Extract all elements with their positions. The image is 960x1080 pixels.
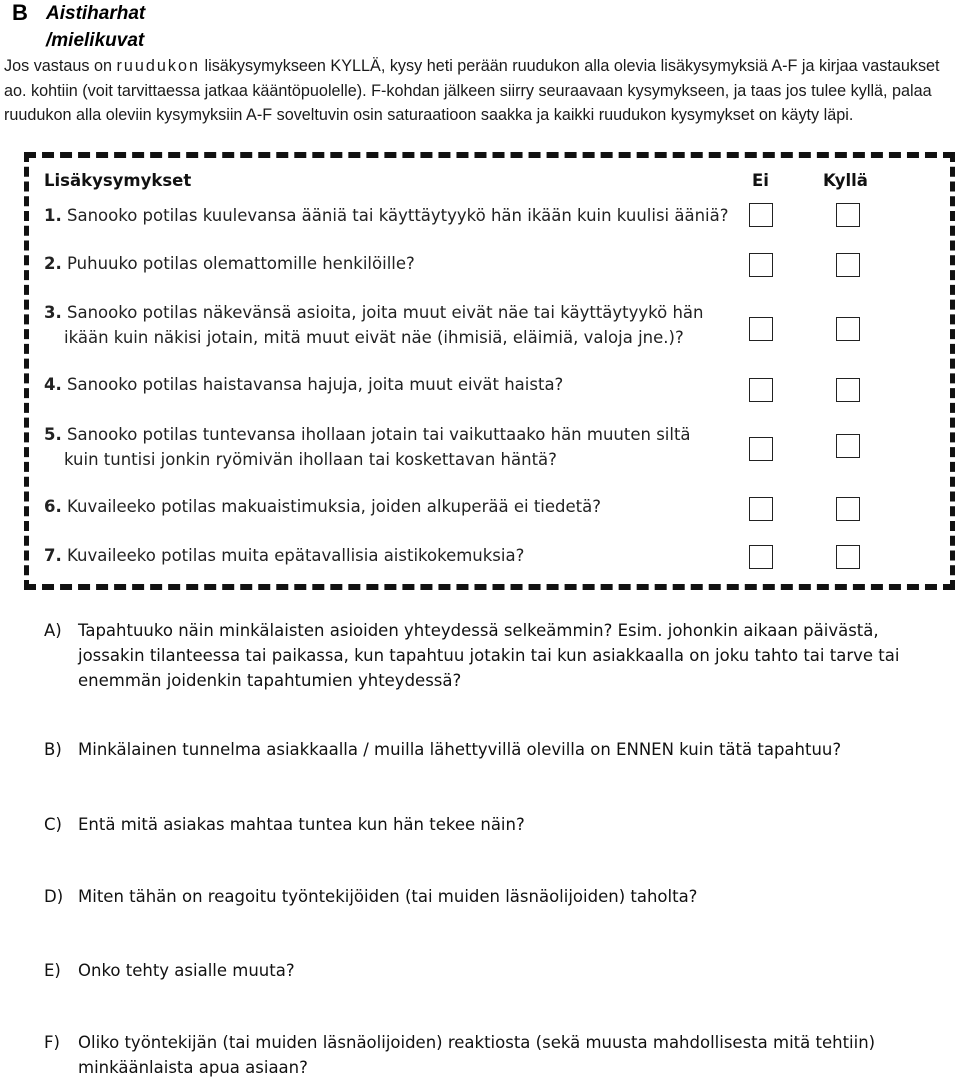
checkbox-ei[interactable] — [749, 253, 773, 277]
checkbox-kylla[interactable] — [836, 545, 860, 569]
question-number: 2. — [44, 254, 62, 273]
followup-question — [44, 1030, 944, 1080]
question-number: 4. — [44, 375, 62, 394]
followup-letter: E) — [44, 961, 61, 980]
followup-question — [44, 958, 944, 983]
checkbox-kylla[interactable] — [836, 497, 860, 521]
checkbox-ei[interactable] — [749, 378, 773, 402]
followup-text: Entä mitä asiakas mahtaa tuntea kun hän tekee näin? — [78, 815, 525, 834]
question-number: 3. — [44, 303, 62, 322]
checkbox-ei[interactable] — [749, 545, 773, 569]
followup-letter: B) — [44, 740, 62, 759]
followup-text: Oliko työntekijän (tai muiden läsnäolijoiden) reaktiosta (sekä muusta mahdollisesta mitä tehtiin) — [78, 1033, 876, 1052]
question-text: Sanooko potilas kuulevansa ääniä tai käyttäytyykö hän ikään kuin kuulisi ääniä? — [67, 206, 729, 225]
question-text: Sanooko potilas tuntevansa ihollaan jotain tai vaikuttaako hän muuten siltä — [67, 425, 691, 444]
followup-question — [44, 737, 944, 762]
checkbox-ei[interactable] — [749, 317, 773, 341]
question-text: Sanooko potilas näkevänsä asioita, joita muut eivät näe tai käyttäytyykö hän — [67, 303, 704, 322]
question-number: 5. — [44, 425, 62, 444]
question-number: 6. — [44, 497, 62, 516]
checkbox-kylla[interactable] — [836, 434, 860, 458]
checkbox-kylla[interactable] — [836, 203, 860, 227]
question-text: Sanooko potilas haistavansa hajuja, joita muut eivät haista? — [67, 375, 564, 394]
checkbox-kylla[interactable] — [836, 317, 860, 341]
checkbox-ei[interactable] — [749, 203, 773, 227]
followup-letter: C) — [44, 815, 62, 834]
followup-question — [44, 812, 944, 837]
section-title: Aistiharhat — [46, 3, 146, 24]
question-row — [44, 422, 691, 472]
followup-text: Tapahtuuko näin minkälaisten asioiden yhteydessä selkeämmin? Esim. johonkin aikaan päivästä, — [78, 621, 879, 640]
checkbox-kylla[interactable] — [836, 253, 860, 277]
question-row — [44, 372, 563, 397]
question-row — [44, 203, 729, 228]
followup-letter: F) — [44, 1033, 60, 1052]
question-row — [44, 300, 704, 350]
checkbox-kylla[interactable] — [836, 378, 860, 402]
question-row — [44, 251, 415, 276]
section-subtitle: /mielikuvat — [46, 30, 145, 51]
question-number: 7. — [44, 546, 62, 565]
question-number: 1. — [44, 206, 62, 225]
instructions-part2: lisäkysymykseen KYLLÄ, kysy heti perään ruudukon alla olevia lisäkysymyksiä A-F ja kirjaa vastaukset ao. kohtiin (voit tarvittaessa jatkaa kääntöpuolelle). F-kohdan jälkeen siirry seuraavaan kysymykseen, ja taas jos tulee kyllä, palaa ruudukon alla oleviin kysymyksiin A-F soveltuvin osin saturaatioon saakka ja kaikki ruudukon kysymykset on käyty läpi. — [4, 57, 940, 124]
followup-question — [44, 884, 944, 909]
followup-text: Miten tähän on reagoitu työntekijöiden (tai muiden läsnäolijoiden) taholta? — [78, 887, 698, 906]
question-text: Kuvaileeko potilas muita epätavallisia aistikokemuksia? — [67, 546, 525, 565]
grid-header-label: Lisäkysymykset — [44, 171, 192, 190]
question-text: Kuvaileeko potilas makuaistimuksia, joiden alkuperää ei tiedetä? — [67, 497, 601, 516]
column-header-ei: Ei — [752, 171, 769, 190]
checkbox-ei[interactable] — [749, 437, 773, 461]
followup-question — [44, 618, 944, 693]
question-text: Puhuuko potilas olemattomille henkilöille? — [67, 254, 415, 273]
question-text-continued: ikään kuin näkisi jotain, mitä muut eivät näe (ihmisiä, eläimiä, valoja jne.)? — [64, 328, 684, 347]
question-row — [44, 494, 601, 519]
question-text-continued: kuin tuntisi jonkin ryömivän ihollaan tai koskettavan häntä? — [64, 450, 557, 469]
checkbox-ei[interactable] — [749, 497, 773, 521]
followup-text-continued: jossakin tilanteessa tai paikassa, kun tapahtuu jotakin tai kun asiakkaalla on joku tahto tai tarve tai — [78, 646, 900, 665]
followup-text: Minkälainen tunnelma asiakkaalla / muilla lähettyvillä olevilla on ENNEN kuin tätä tapahtuu? — [78, 740, 842, 759]
followup-text-continued: enemmän joidenkin tapahtumien yhteydessä? — [78, 671, 462, 690]
instructions-paragraph — [4, 54, 956, 128]
section-letter: B — [12, 0, 28, 25]
question-row — [44, 543, 524, 568]
followup-letter: A) — [44, 621, 62, 640]
followup-letter: D) — [44, 887, 64, 906]
column-header-kylla: Kyllä — [823, 171, 868, 190]
instructions-part1: Jos vastaus on — [4, 57, 112, 75]
followup-text: Onko tehty asialle muuta? — [78, 961, 295, 980]
followup-text-continued: minkäänlaista apua asiaan? — [78, 1058, 308, 1077]
instructions-spaced-word: ruudukon — [116, 57, 200, 75]
